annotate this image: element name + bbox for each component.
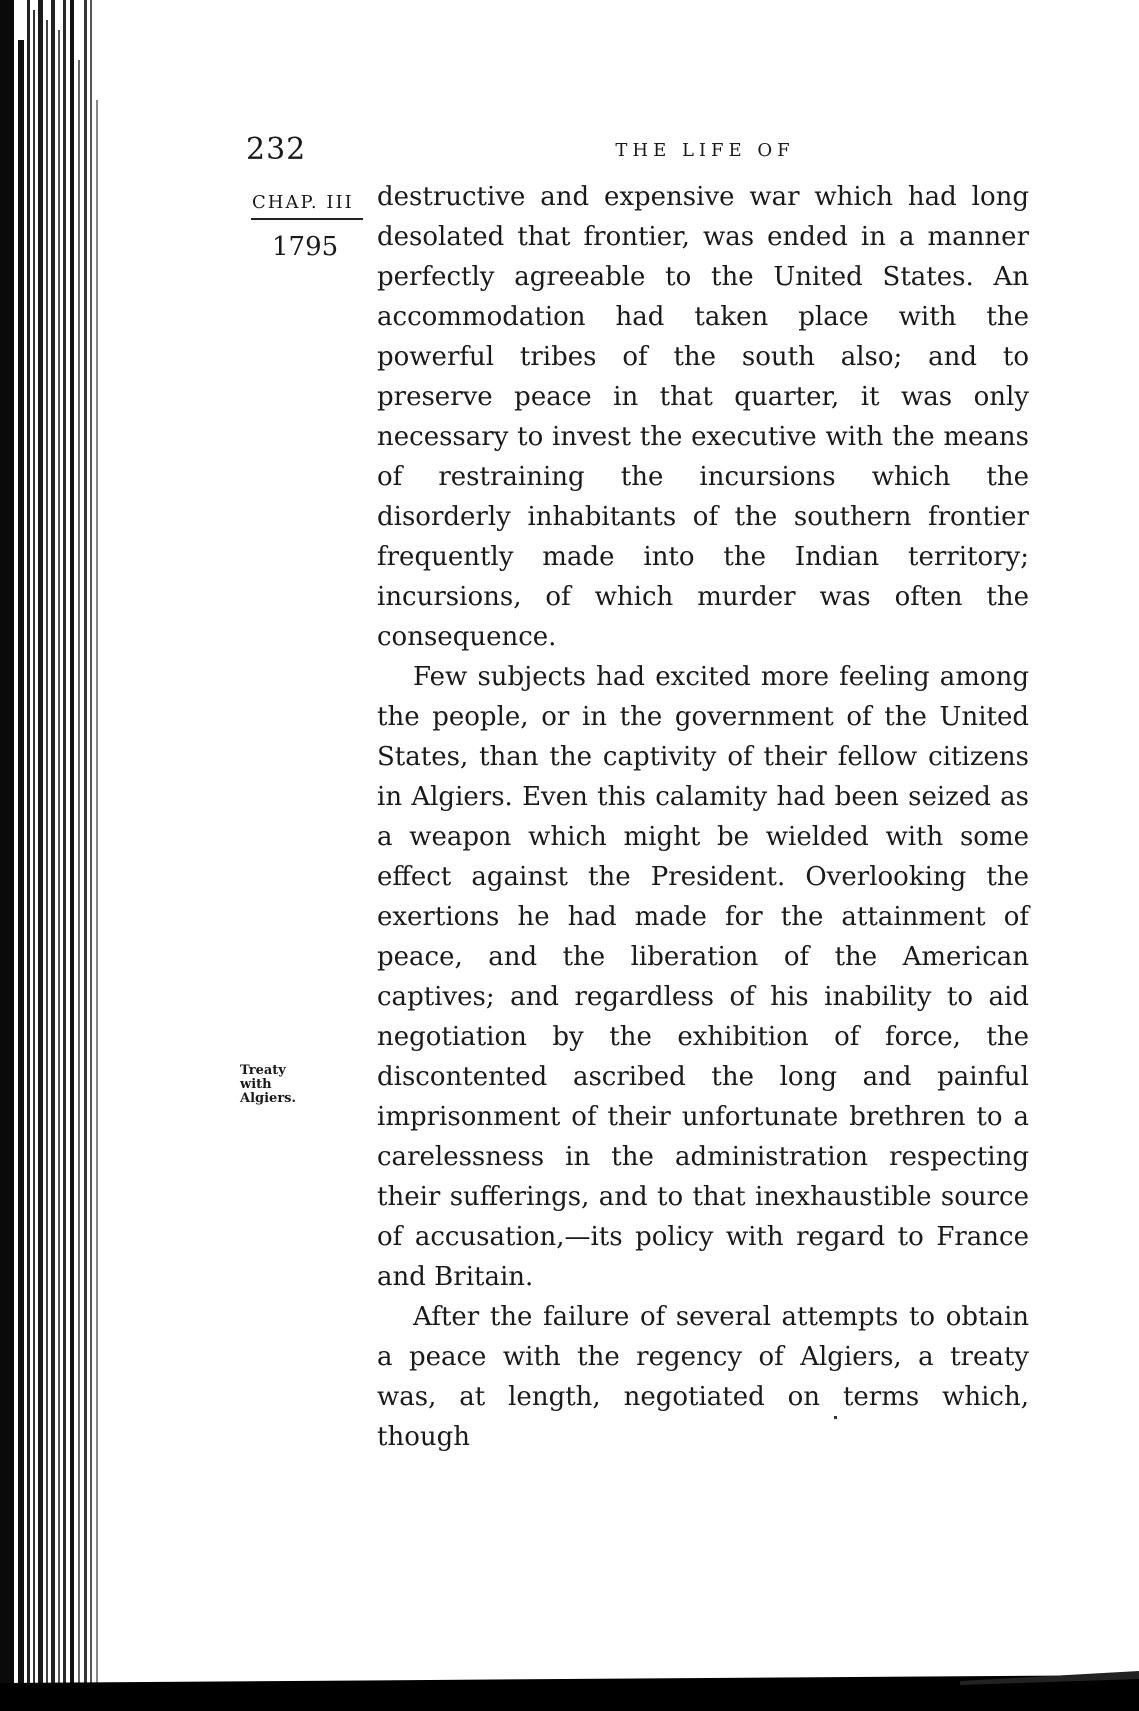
margin-year: 1795 xyxy=(272,232,339,262)
side-note-treaty-with-algiers xyxy=(240,1064,296,1106)
side-note-line: with xyxy=(240,1077,272,1092)
chapter-rule xyxy=(251,218,363,220)
side-note-line: Algiers. xyxy=(240,1091,297,1106)
side-note-line: Treaty xyxy=(240,1063,286,1078)
page-number: 232 xyxy=(246,132,307,167)
book-binding-edge xyxy=(0,0,110,1711)
scan-speck xyxy=(834,1416,837,1419)
paragraph-algiers-captivity: Few subjects had excited more feeling among the people, or in the government of the United States, than the captivity of their fellow citizens in Algiers. Even this calamity had been seized as a weapon which might be wielded with some effect against the President. Overlooking the exertions he had made for the attainment of peace, and the liberation of the American captives; and regardless of his inability to aid negotiation by the exhibition of force, the discontented ascribed the long and painful imprisonment of their unfortunate brethren to a carelessness in the administration respecting their sufferings, and to that inexhaustible source of accusation,—its policy with regard to France and Britain. xyxy=(377,662,1029,1292)
scan-bottom-shadow xyxy=(0,1631,1139,1711)
chapter-label: CHAP. III xyxy=(252,192,354,213)
paragraph-treaty: After the failure of several attempts to obtain a peace with the regency of Algiers, a treaty was, at length, negotiated on terms which, though xyxy=(377,1302,1029,1452)
body-text xyxy=(377,177,1029,1457)
running-head: THE LIFE OF xyxy=(615,140,795,161)
paragraph-continued: destructive and expensive war which had long desolated that frontier, was ended in a manner perfectly agreeable to the United States. An accommodation had taken place with the powerful tribes of the south also; and to preserve peace in that quarter, it was only necessary to invest the executive with the means of restraining the incursions which the disorderly inhabitants of the southern frontier frequently made into the Indian territory; incursions, of which murder was often the consequence. xyxy=(377,182,1029,652)
